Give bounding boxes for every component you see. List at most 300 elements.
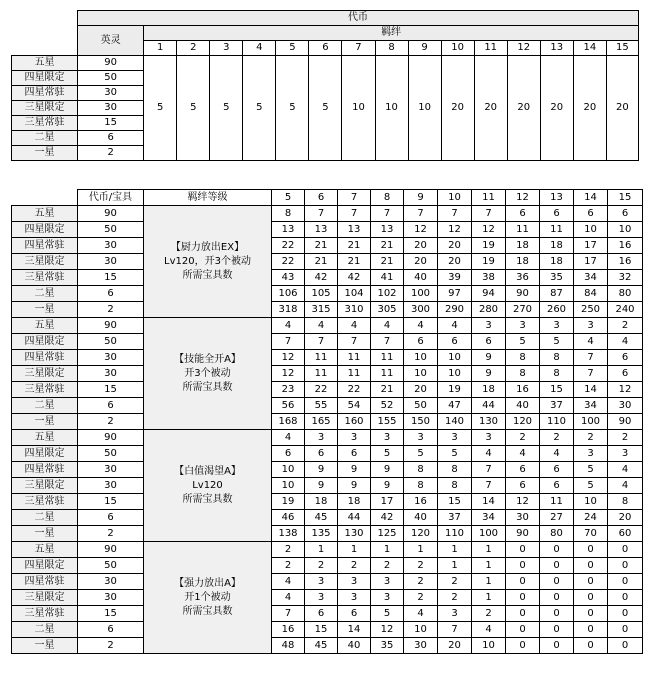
- header-row: [12, 11, 639, 26]
- required-count: 8: [404, 462, 438, 478]
- required-count: 10: [404, 622, 438, 638]
- required-count: 21: [338, 254, 371, 270]
- bond-token-value: 5: [210, 56, 243, 161]
- required-count: 6: [305, 606, 338, 622]
- table-row: [12, 446, 643, 462]
- required-count: 17: [371, 494, 404, 510]
- level-header: 15: [608, 190, 643, 206]
- required-count: 4: [371, 318, 404, 334]
- bond-level-header: 1: [144, 41, 177, 56]
- required-count: 0: [608, 638, 643, 654]
- required-count: 110: [540, 414, 574, 430]
- table-row: [12, 56, 639, 71]
- skill-group-title: 【强力放出A】: [174, 577, 241, 589]
- bond-level-header: 9: [408, 41, 441, 56]
- star-label: 五星: [12, 206, 78, 222]
- required-count: 8: [272, 206, 305, 222]
- required-count: 0: [540, 622, 574, 638]
- required-count: 0: [506, 622, 540, 638]
- required-count: 36: [506, 270, 540, 286]
- token-value: 15: [78, 270, 144, 286]
- required-count: 0: [540, 558, 574, 574]
- required-count: 21: [305, 238, 338, 254]
- blank-corner: [12, 190, 78, 206]
- token-value: 90: [78, 206, 144, 222]
- required-count: 6: [540, 478, 574, 494]
- required-count: 34: [574, 398, 608, 414]
- required-count: 12: [404, 222, 438, 238]
- yingling-value: 90: [78, 56, 144, 71]
- required-count: 4: [272, 574, 305, 590]
- required-count: 15: [305, 622, 338, 638]
- required-count: 32: [608, 270, 643, 286]
- required-count: 1: [371, 542, 404, 558]
- required-count: 2: [404, 590, 438, 606]
- required-count: 3: [404, 430, 438, 446]
- required-count: 42: [305, 270, 338, 286]
- required-count: 105: [305, 286, 338, 302]
- required-count: 2: [438, 590, 472, 606]
- yingling-value: 15: [78, 116, 144, 131]
- bond-header: 羁绊: [144, 26, 639, 41]
- table-row: [12, 430, 643, 446]
- required-count: 9: [371, 478, 404, 494]
- required-count: 2: [272, 542, 305, 558]
- required-count: 7: [472, 206, 506, 222]
- required-count: 130: [472, 414, 506, 430]
- token-value: 2: [78, 638, 144, 654]
- required-count: 3: [540, 318, 574, 334]
- token-bond-table: [11, 10, 639, 161]
- table-row: [12, 318, 643, 334]
- bond-token-value: 5: [309, 56, 342, 161]
- required-count: 155: [371, 414, 404, 430]
- required-count: 1: [438, 558, 472, 574]
- required-count: 20: [404, 382, 438, 398]
- yingling-value: 2: [78, 146, 144, 161]
- bond-token-value: 10: [342, 56, 375, 161]
- required-count: 0: [540, 590, 574, 606]
- star-label: 五星: [12, 56, 78, 71]
- required-count: 94: [472, 286, 506, 302]
- required-count: 12: [472, 222, 506, 238]
- required-count: 7: [338, 206, 371, 222]
- star-label: 三星限定: [12, 254, 78, 270]
- required-count: 1: [472, 574, 506, 590]
- required-count: 2: [608, 430, 643, 446]
- required-count: 10: [438, 350, 472, 366]
- required-count: 138: [272, 526, 305, 542]
- required-count: 4: [608, 462, 643, 478]
- required-count: 0: [540, 574, 574, 590]
- required-count: 14: [472, 494, 506, 510]
- table-row: [12, 606, 643, 622]
- skill-group-title: 【技能全开A】: [174, 353, 241, 365]
- table-row: [12, 286, 643, 302]
- level-header: 10: [438, 190, 472, 206]
- required-count: 17: [574, 254, 608, 270]
- required-count: 4: [272, 430, 305, 446]
- required-count: 0: [574, 542, 608, 558]
- required-count: 45: [305, 510, 338, 526]
- required-count: 42: [371, 510, 404, 526]
- required-count: 5: [404, 446, 438, 462]
- required-count: 250: [574, 302, 608, 318]
- required-count: 3: [338, 430, 371, 446]
- required-count: 10: [272, 478, 305, 494]
- required-count: 6: [608, 206, 643, 222]
- level-header: 14: [574, 190, 608, 206]
- required-count: 15: [540, 382, 574, 398]
- required-count: 52: [371, 398, 404, 414]
- required-count: 3: [574, 318, 608, 334]
- star-label: 三星常驻: [12, 494, 78, 510]
- required-count: 120: [506, 414, 540, 430]
- table-row: [12, 334, 643, 350]
- required-count: 22: [272, 254, 305, 270]
- skill-group-line2: 开1个被动: [184, 591, 231, 603]
- required-count: 140: [438, 414, 472, 430]
- bond-level-header: 6: [309, 41, 342, 56]
- bond-token-value: 20: [507, 56, 540, 161]
- required-count: 8: [438, 462, 472, 478]
- skill-group-label: [144, 318, 272, 430]
- required-count: 3: [438, 430, 472, 446]
- required-count: 18: [472, 382, 506, 398]
- bond-level-header: 2: [177, 41, 210, 56]
- required-count: 0: [506, 558, 540, 574]
- yingling-value: 30: [78, 101, 144, 116]
- required-count: 7: [438, 622, 472, 638]
- star-label: 二星: [12, 510, 78, 526]
- required-count: 44: [472, 398, 506, 414]
- required-count: 4: [404, 606, 438, 622]
- required-count: 7: [305, 334, 338, 350]
- table-row: [12, 366, 643, 382]
- skill-group-line3: 所需宝具数: [182, 269, 233, 281]
- table-row: [12, 494, 643, 510]
- required-count: 21: [371, 254, 404, 270]
- required-count: 11: [338, 350, 371, 366]
- required-count: 18: [338, 494, 371, 510]
- required-count: 9: [338, 462, 371, 478]
- required-count: 5: [371, 446, 404, 462]
- required-count: 14: [338, 622, 371, 638]
- required-count: 11: [371, 366, 404, 382]
- required-count: 0: [574, 558, 608, 574]
- required-count: 90: [506, 526, 540, 542]
- required-count: 10: [574, 494, 608, 510]
- skill-group-line3: 所需宝具数: [182, 605, 233, 617]
- header-row: [12, 26, 639, 41]
- required-count: 168: [272, 414, 305, 430]
- required-count: 6: [608, 350, 643, 366]
- star-label: 五星: [12, 318, 78, 334]
- table-row: [12, 414, 643, 430]
- star-label: 一星: [12, 146, 78, 161]
- required-count: 4: [272, 590, 305, 606]
- bond-token-value: 20: [474, 56, 507, 161]
- required-count: 11: [540, 494, 574, 510]
- required-count: 11: [506, 222, 540, 238]
- bond-level-header: 4: [243, 41, 276, 56]
- bond-level-header: 13: [540, 41, 573, 56]
- star-label: 四星限定: [12, 71, 78, 86]
- token-value: 15: [78, 494, 144, 510]
- level-header: 5: [272, 190, 305, 206]
- level-header: 9: [404, 190, 438, 206]
- required-count: 6: [506, 478, 540, 494]
- required-count: 8: [438, 478, 472, 494]
- required-count: 104: [338, 286, 371, 302]
- token-value: 6: [78, 622, 144, 638]
- token-value: 50: [78, 222, 144, 238]
- skill-group-line2: Lv120: [192, 479, 223, 491]
- star-label: 四星常驻: [12, 462, 78, 478]
- required-count: 38: [472, 270, 506, 286]
- required-count: 110: [438, 526, 472, 542]
- required-count: 3: [371, 574, 404, 590]
- token-value: 90: [78, 318, 144, 334]
- required-count: 9: [305, 462, 338, 478]
- required-count: 318: [272, 302, 305, 318]
- required-count: 11: [305, 350, 338, 366]
- bond-level-header: 14: [573, 41, 606, 56]
- required-count: 18: [506, 254, 540, 270]
- token-value: 50: [78, 446, 144, 462]
- required-count: 8: [506, 366, 540, 382]
- header-row: [12, 190, 643, 206]
- required-count: 1: [305, 542, 338, 558]
- treasure-requirement-table: [11, 189, 643, 654]
- bond-level-header: 11: [474, 41, 507, 56]
- required-count: 3: [305, 430, 338, 446]
- required-count: 0: [540, 638, 574, 654]
- bond-token-value: 5: [276, 56, 309, 161]
- required-count: 20: [404, 254, 438, 270]
- level-header: 6: [305, 190, 338, 206]
- required-count: 20: [438, 254, 472, 270]
- required-count: 0: [506, 638, 540, 654]
- star-label: 一星: [12, 638, 78, 654]
- required-count: 11: [305, 366, 338, 382]
- table-row: [12, 398, 643, 414]
- required-count: 4: [472, 622, 506, 638]
- required-count: 19: [472, 254, 506, 270]
- required-count: 13: [305, 222, 338, 238]
- required-count: 2: [472, 606, 506, 622]
- required-count: 34: [574, 270, 608, 286]
- token-value: 15: [78, 606, 144, 622]
- star-label: 三星限定: [12, 101, 78, 116]
- token-value: 30: [78, 366, 144, 382]
- required-count: 90: [608, 414, 643, 430]
- required-count: 4: [272, 318, 305, 334]
- required-count: 1: [438, 542, 472, 558]
- required-count: 10: [404, 366, 438, 382]
- yingling-value: 50: [78, 71, 144, 86]
- bond-token-value: 5: [144, 56, 177, 161]
- bond-level-header: 10: [441, 41, 474, 56]
- required-count: 16: [506, 382, 540, 398]
- required-count: 21: [371, 382, 404, 398]
- required-count: 5: [574, 462, 608, 478]
- required-count: 1: [472, 558, 506, 574]
- table-row: [12, 382, 643, 398]
- required-count: 6: [506, 206, 540, 222]
- required-count: 7: [472, 462, 506, 478]
- required-count: 120: [404, 526, 438, 542]
- required-count: 97: [438, 286, 472, 302]
- level-header: 7: [338, 190, 371, 206]
- token-value: 30: [78, 574, 144, 590]
- required-count: 20: [608, 510, 643, 526]
- required-count: 1: [338, 542, 371, 558]
- required-count: 6: [540, 206, 574, 222]
- required-count: 3: [608, 446, 643, 462]
- required-count: 0: [608, 590, 643, 606]
- required-count: 50: [404, 398, 438, 414]
- required-count: 2: [338, 558, 371, 574]
- required-count: 4: [404, 318, 438, 334]
- star-label: 三星限定: [12, 590, 78, 606]
- required-count: 19: [438, 382, 472, 398]
- table-row: [12, 590, 643, 606]
- skill-group-line3: 所需宝具数: [182, 381, 233, 393]
- table-row: [12, 558, 643, 574]
- skill-group-title: 【白值渴望A】: [174, 465, 241, 477]
- table-row: [12, 462, 643, 478]
- required-count: 8: [506, 350, 540, 366]
- table-row: [12, 270, 643, 286]
- bond-level-header: 7: [342, 41, 375, 56]
- skill-group-label: [144, 206, 272, 318]
- required-count: 30: [404, 638, 438, 654]
- required-count: 27: [540, 510, 574, 526]
- star-label: 一星: [12, 526, 78, 542]
- star-label: 三星常驻: [12, 606, 78, 622]
- required-count: 9: [371, 462, 404, 478]
- token-value: 30: [78, 462, 144, 478]
- required-count: 5: [506, 334, 540, 350]
- required-count: 12: [608, 382, 643, 398]
- required-count: 6: [574, 206, 608, 222]
- token-treasure-header: 代币/宝具: [78, 190, 144, 206]
- required-count: 2: [404, 574, 438, 590]
- required-count: 60: [608, 526, 643, 542]
- required-count: 0: [608, 622, 643, 638]
- star-label: 四星限定: [12, 222, 78, 238]
- table-row: [12, 574, 643, 590]
- bond-token-value: 10: [375, 56, 408, 161]
- table-row: [12, 622, 643, 638]
- skill-group-label: [144, 542, 272, 654]
- required-count: 270: [506, 302, 540, 318]
- required-count: 100: [574, 414, 608, 430]
- bond-token-value: 20: [606, 56, 638, 161]
- required-count: 0: [574, 606, 608, 622]
- star-label: 五星: [12, 430, 78, 446]
- required-count: 2: [404, 558, 438, 574]
- required-count: 0: [506, 606, 540, 622]
- required-count: 8: [540, 350, 574, 366]
- token-value: 30: [78, 254, 144, 270]
- yingling-value: 30: [78, 86, 144, 101]
- required-count: 70: [574, 526, 608, 542]
- required-count: 10: [438, 366, 472, 382]
- required-count: 14: [574, 382, 608, 398]
- table-row: [12, 526, 643, 542]
- required-count: 3: [574, 446, 608, 462]
- required-count: 0: [540, 542, 574, 558]
- required-count: 16: [608, 238, 643, 254]
- required-count: 10: [574, 222, 608, 238]
- required-count: 6: [506, 462, 540, 478]
- required-count: 4: [305, 318, 338, 334]
- required-count: 0: [506, 574, 540, 590]
- required-count: 2: [540, 430, 574, 446]
- level-header: 12: [506, 190, 540, 206]
- required-count: 3: [472, 318, 506, 334]
- required-count: 3: [338, 590, 371, 606]
- skill-group-title: 【厨力放出EX】: [170, 241, 245, 253]
- required-count: 2: [371, 558, 404, 574]
- required-count: 7: [574, 366, 608, 382]
- token-value: 90: [78, 542, 144, 558]
- required-count: 20: [438, 238, 472, 254]
- required-count: 10: [272, 462, 305, 478]
- required-count: 22: [272, 238, 305, 254]
- table-row: [12, 254, 643, 270]
- required-count: 20: [438, 638, 472, 654]
- required-count: 0: [608, 574, 643, 590]
- required-count: 300: [404, 302, 438, 318]
- required-count: 37: [438, 510, 472, 526]
- required-count: 13: [272, 222, 305, 238]
- table-row: [12, 302, 643, 318]
- star-label: 四星限定: [12, 558, 78, 574]
- required-count: 150: [404, 414, 438, 430]
- required-count: 5: [540, 334, 574, 350]
- required-count: 55: [305, 398, 338, 414]
- required-count: 2: [438, 574, 472, 590]
- level-header: 11: [472, 190, 506, 206]
- required-count: 16: [272, 622, 305, 638]
- required-count: 1: [404, 542, 438, 558]
- required-count: 102: [371, 286, 404, 302]
- required-count: 22: [305, 382, 338, 398]
- star-label: 四星常驻: [12, 86, 78, 101]
- level-header: 13: [540, 190, 574, 206]
- bond-token-value: 5: [177, 56, 210, 161]
- required-count: 30: [608, 398, 643, 414]
- required-count: 0: [540, 606, 574, 622]
- required-count: 23: [272, 382, 305, 398]
- required-count: 44: [338, 510, 371, 526]
- table-row: [12, 542, 643, 558]
- required-count: 160: [338, 414, 371, 430]
- required-count: 90: [506, 286, 540, 302]
- required-count: 3: [371, 590, 404, 606]
- required-count: 3: [506, 318, 540, 334]
- required-count: 40: [404, 510, 438, 526]
- required-count: 305: [371, 302, 404, 318]
- star-label: 二星: [12, 398, 78, 414]
- star-label: 三星常驻: [12, 270, 78, 286]
- required-count: 54: [338, 398, 371, 414]
- token-value: 6: [78, 398, 144, 414]
- star-label: 四星常驻: [12, 238, 78, 254]
